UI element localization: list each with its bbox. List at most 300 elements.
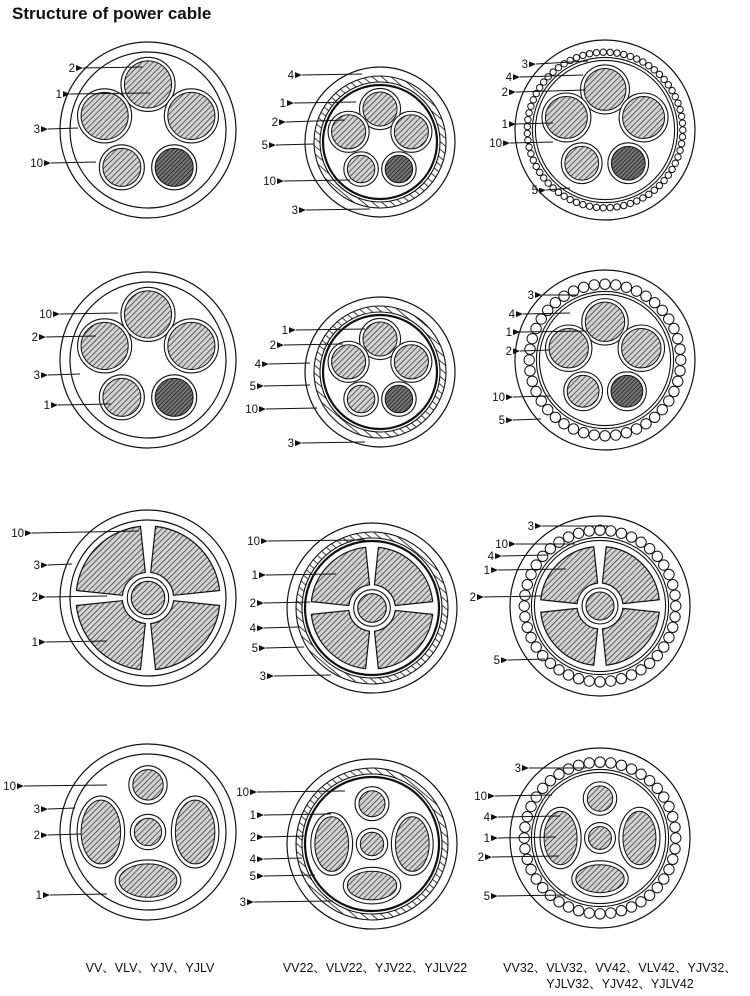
steel-wire [607,49,613,55]
callout-label: 1 [281,325,288,337]
steel-wire [673,333,683,343]
shaped-core [544,811,577,864]
steel-wire [636,769,646,779]
steel-wire [545,776,555,786]
callout-label: 4 [287,70,294,82]
callout-label: 3 [33,804,40,816]
neutral-core [358,594,387,623]
sheath-r2-c3 [515,270,695,450]
steel-wire [669,323,679,333]
conductor-core [81,322,128,369]
steel-wire [606,908,616,918]
steel-wire [664,314,674,324]
steel-wire [554,665,564,675]
conductor-core [363,92,397,126]
steel-wire [536,314,546,324]
conductor-core [549,328,588,367]
steel-wire [600,279,610,289]
steel-wire [677,106,683,112]
callout-label: 5 [251,643,258,655]
steel-wire [563,532,573,542]
steel-wire [679,134,685,140]
callout-label: 2 [269,340,276,352]
steel-wire [584,908,594,918]
steel-wire [631,424,641,434]
conductor-core [168,92,215,139]
steel-wire [559,419,569,429]
callout-label: 3 [239,897,246,909]
conductor-core [332,345,366,379]
steel-wire [627,53,633,59]
steel-wire [614,50,620,56]
callout-label: 3 [33,560,40,572]
shaped-core [175,800,215,864]
conductor-core [103,148,141,186]
callout-label: 2 [31,592,38,604]
steel-wire [675,154,681,160]
steel-wire [526,864,536,874]
steel-wire [586,203,592,209]
steel-wire [659,792,669,802]
conductor-core [103,378,141,416]
center-core [589,827,612,850]
steel-wire [563,670,573,680]
steel-wire [656,71,662,77]
top-core [587,786,612,811]
callout-label: 2 [469,592,476,604]
callout-leader [266,408,317,409]
callout-label: 5 [249,381,256,393]
steel-wire [641,419,651,429]
steel-wire [611,280,621,290]
steel-wire [522,622,532,632]
conductor-core [385,385,413,413]
callout-label: 4 [508,309,515,321]
steel-wire [528,151,534,157]
conductor-core [623,97,665,139]
conductor-core [124,291,171,338]
steel-wire [672,160,678,166]
conductor-core [611,146,645,180]
steel-wire [595,757,605,767]
callout-label: 5 [261,140,268,152]
conductor-core [385,155,413,183]
steel-wire [536,396,546,406]
conductor-core [622,328,661,367]
steel-wire [634,56,640,62]
steel-wire [595,909,605,919]
steel-wire [531,642,541,652]
steel-wire [644,890,654,900]
steel-wire [526,144,532,150]
steel-wire [649,412,659,422]
steel-wire [522,854,532,864]
callout-label: 3 [291,205,298,217]
callout-label: 10 [236,787,249,799]
steel-wire [616,906,626,916]
steel-wire [616,760,626,770]
steel-wire [584,676,594,686]
steel-wire [545,74,551,80]
steel-wire [673,376,683,386]
steel-wire [675,366,685,376]
steel-wire [606,526,616,536]
conductor-core [611,375,643,407]
steel-wire [573,906,583,916]
steel-wire [531,386,541,396]
steel-wire [616,528,626,538]
steel-wire [584,526,594,536]
shaped-core [315,817,349,872]
callout-label: 10 [30,158,43,170]
steel-wire [670,822,680,832]
steel-wire [580,52,586,58]
steel-wire [526,801,536,811]
steel-wire [627,200,633,206]
steel-wire [573,528,583,538]
steel-wire [531,792,541,802]
conductor-core [155,148,193,186]
steel-wire [525,366,535,376]
callout-label: 4 [505,72,512,84]
steel-wire [669,87,675,93]
steel-wire [589,280,599,290]
callout-label: 2 [31,332,38,344]
callout-label: 10 [492,392,505,404]
callout-label: 5 [249,871,256,883]
callout-label: 10 [495,539,508,551]
callout-label: 1 [55,89,62,101]
steel-wire [568,424,578,434]
steel-wire [554,537,564,547]
steel-wire [664,801,674,811]
steel-wire [651,67,657,73]
steel-wire [554,769,564,779]
steel-wire [671,833,681,843]
callout-leader [269,363,310,364]
caption-column-3-line-1: VV32、VLV32、VV42、VLV42、YJV32、 [503,961,737,975]
steel-wire [611,430,621,440]
callout-label: 2 [249,598,256,610]
conductor-core [347,385,375,413]
callout-label: 10 [489,138,502,150]
steel-wire [641,291,651,301]
steel-wire [578,282,588,292]
steel-wire [563,764,573,774]
callout-label: 3 [527,290,534,302]
steel-wire [520,590,530,600]
conductor-core [124,61,171,108]
steel-wire [595,525,605,535]
steel-wire [621,51,627,57]
callout-label: 1 [251,570,258,582]
conductor-core [363,322,397,356]
caption-column-3-line-2: YJLV32、YJV42、YJLV42 [546,977,694,991]
conductor-core [545,97,587,139]
steel-wire [541,175,547,181]
steel-wire [573,760,583,770]
steel-wire [600,431,610,441]
steel-wire [665,172,671,178]
callout-label: 1 [43,400,50,412]
callout-label: 3 [259,671,266,683]
callout-label: 4 [487,551,494,563]
steel-wire [525,117,531,123]
steel-wire [600,205,606,211]
steel-wire [533,163,539,169]
steel-wire [528,103,534,109]
steel-wire [626,532,636,542]
shaped-core [395,817,429,872]
callout-label: 4 [249,623,256,635]
callout-label: 5 [493,655,500,667]
neutral-core [586,592,614,620]
steel-wire [530,157,536,163]
center-core [134,818,161,845]
steel-wire [584,758,594,768]
steel-wire [675,100,681,106]
callout-label: 1 [249,810,256,822]
steel-wire [670,590,680,600]
steel-wire [616,674,626,684]
steel-wire [555,189,561,195]
steel-wire [559,291,569,301]
callout-label: 1 [279,98,286,110]
steel-wire [626,764,636,774]
steel-wire [668,854,678,864]
callout-label: 5 [498,415,505,427]
steel-wire [567,196,573,202]
callout-label: 10 [263,176,276,188]
steel-wire [646,191,652,197]
steel-wire [550,69,556,75]
steel-wire [664,864,674,874]
steel-wire [526,110,532,116]
steel-wire [657,305,667,315]
steel-wire [678,113,684,119]
callout-label: 2 [501,87,508,99]
steel-wire [652,783,662,793]
steel-wire [563,902,573,912]
callout-label: 3 [521,59,528,71]
callout-label: 1 [501,119,508,131]
steel-wire [600,49,606,55]
conductor-core [168,322,215,369]
callout-label: 4 [254,359,261,371]
steel-wire [671,601,681,611]
steel-wire [626,902,636,912]
conductor-core [347,155,375,183]
callout-leader [513,419,541,420]
conductor-core [81,92,128,139]
steel-wire [675,344,685,354]
conductor-core [567,375,599,407]
callout-label: 10 [3,781,16,793]
steel-wire [644,658,654,668]
steel-wire [573,54,579,60]
steel-wire [651,187,657,193]
callout-label: 1 [35,890,42,902]
steel-wire [573,199,579,205]
top-core [359,791,385,817]
steel-wire [531,874,541,884]
shaped-core [623,811,656,864]
callout-label: 3 [527,521,534,533]
callout-label: 10 [474,791,487,803]
shaped-core [347,871,396,900]
conductor-core [155,378,193,416]
callout-label: 4 [249,854,256,866]
shaped-core [81,800,121,864]
steel-wire [661,76,667,82]
steel-wire [606,676,616,686]
steel-wire [677,147,683,153]
steel-wire [636,897,646,907]
callout-label: 3 [287,438,294,450]
callout-label: 2 [271,117,278,129]
steel-wire [668,811,678,821]
steel-wire [640,59,646,65]
steel-wire [656,182,662,188]
steel-wire [661,177,667,183]
steel-wire [522,579,532,589]
steel-wire [606,758,616,768]
steel-wire [537,84,543,90]
steel-wire [550,298,560,308]
steel-wire [636,537,646,547]
callout-label: 2 [505,346,512,358]
steel-wire [621,428,631,438]
steel-wire [524,130,530,136]
conductor-core [584,68,626,110]
callout-label: 10 [247,536,260,548]
steel-wire [531,560,541,570]
steel-wire [631,286,641,296]
steel-wire [525,344,535,354]
shaped-core [576,865,624,893]
callout-label: 1 [483,565,490,577]
steel-wire [668,622,678,632]
steel-wire [669,166,675,172]
steel-wire [680,127,686,133]
steel-wire [527,333,537,343]
steel-wire [550,185,556,191]
steel-wire [555,64,561,70]
steel-wire [669,386,679,396]
steel-wire [580,201,586,207]
steel-wire [538,882,548,892]
steel-wire [659,874,669,884]
steel-wire [541,79,547,85]
caption-column-2: VV22、VLV22、YJV22、YJLV22 [282,961,468,975]
steel-wire [670,844,680,854]
callout-label: 1 [505,327,512,339]
steel-wire [664,569,674,579]
steel-wire [527,376,537,386]
steel-wire [561,61,567,67]
steel-wire [526,632,536,642]
callout-label: 1 [483,833,490,845]
steel-wire [520,612,530,622]
conductor-core [394,345,428,379]
center-core [360,832,383,855]
steel-wire [621,282,631,292]
callout-label: 2 [68,63,75,75]
caption-column-1: VV、VLV、YJV、YJLV [85,961,215,975]
steel-wire [607,204,613,210]
steel-wire [672,93,678,99]
callout-label: 2 [477,852,484,864]
steel-wire [621,202,627,208]
steel-wire [634,198,640,204]
steel-wire [664,632,674,642]
conductor-core [394,115,428,149]
steel-wire [668,579,678,589]
steel-wire [578,428,588,438]
steel-wire [652,551,662,561]
steel-wire [526,569,536,579]
steel-wire [543,404,553,414]
steel-wire [520,844,530,854]
steel-wire [524,355,534,365]
steel-wire [676,355,686,365]
steel-wire [520,822,530,832]
callout-label: 2 [33,830,40,842]
steel-wire [665,82,671,88]
steel-wire [573,674,583,684]
steel-wire [561,193,567,199]
steel-wire [537,169,543,175]
steel-wire [664,396,674,406]
callout-label: 1 [31,637,38,649]
steel-wire [530,97,536,103]
steel-wire [626,670,636,680]
steel-wire [640,195,646,201]
steel-wire [659,642,669,652]
callout-label: 10 [11,528,24,540]
steel-wire [646,62,652,68]
steel-wire [586,51,592,57]
steel-wire [589,430,599,440]
steel-wire [545,180,551,186]
steel-wire [595,677,605,687]
steel-wire [567,57,573,63]
conductor-core [585,302,624,341]
callout-label: 3 [33,370,40,382]
steel-wire [679,120,685,126]
steel-wire [554,897,564,907]
steel-wire [659,560,669,570]
top-core [133,770,163,800]
steel-wire [593,49,599,55]
steel-wire [614,204,620,210]
steel-wire [670,612,680,622]
shaped-core [119,864,177,897]
steel-wire [593,204,599,210]
callout-label: 3 [33,124,40,136]
callout-label: 3 [514,763,521,775]
page-title: Structure of power cable [12,4,212,23]
steel-wire [524,123,530,129]
callout-label: 5 [483,891,490,903]
callout-label: 2 [249,832,256,844]
neutral-core [131,581,164,614]
conductor-core [565,146,599,180]
callout-label: 4 [483,812,490,824]
steel-wire [636,665,646,675]
callout-leader [264,385,310,386]
steel-wire [545,544,555,554]
